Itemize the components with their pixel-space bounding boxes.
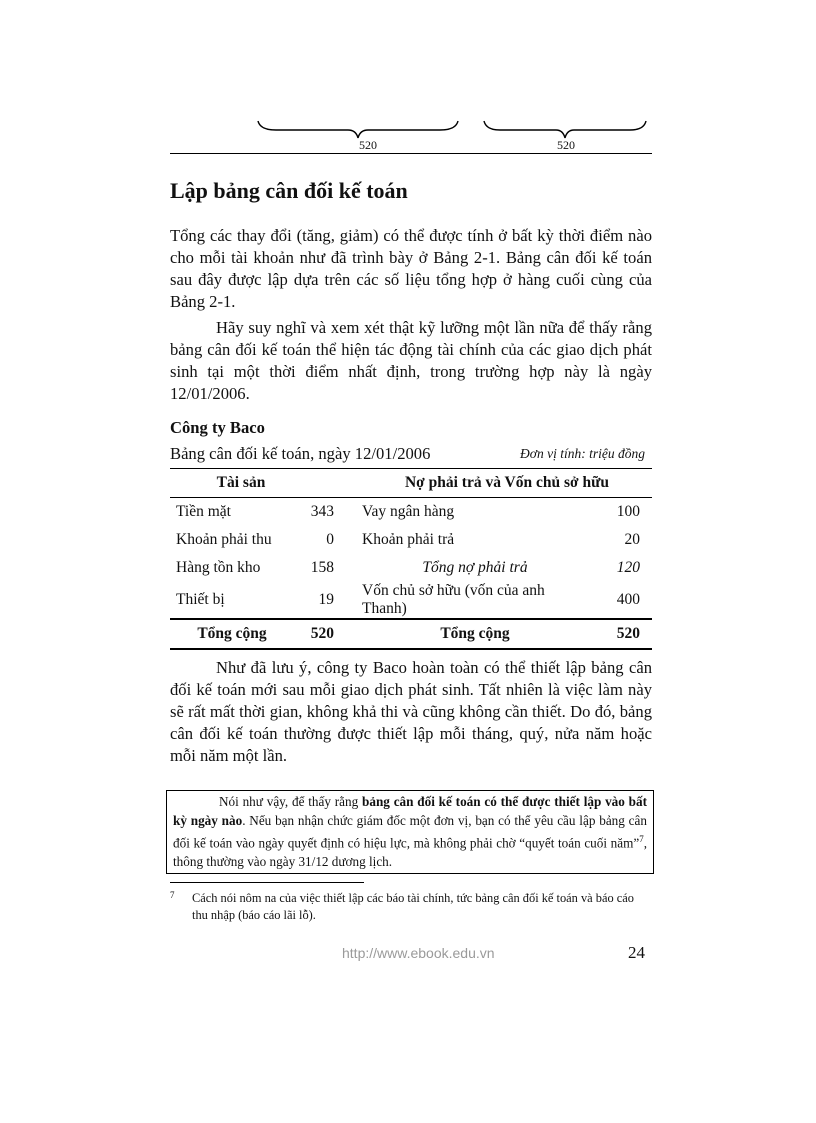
asset-name: Khoản phải thu: [176, 531, 272, 548]
liability-name: Khoản phải trả: [362, 531, 455, 548]
note-text-part2: . Nếu bạn nhận chức giám đốc một đơn vị, bạn có thể yêu cầu lập bảng cân đối kế toán vào ngày quyết định có hiệu lực, mà không phải chờ “quyết toán cuối năm”: [173, 812, 647, 851]
liability-value: 100: [616, 503, 640, 520]
total-liabilities-label: Tổng cộng: [342, 619, 588, 649]
header-assets: Tài sản: [170, 469, 342, 498]
table-title: Bảng cân đối kế toán, ngày 12/01/2006: [170, 444, 431, 463]
balance-sheet-table: [170, 468, 652, 650]
liability-name: Vốn chủ sở hữu (vốn của anh Thanh): [362, 582, 545, 617]
brace-right-label: 520: [557, 138, 575, 152]
note-text-part1: Nói như vậy, để thấy rằng: [219, 794, 363, 809]
total-liabilities-value: 520: [588, 619, 652, 649]
asset-value: 0: [326, 531, 334, 548]
liability-subtotal-value: 120: [616, 559, 640, 576]
asset-value: 158: [310, 559, 334, 576]
asset-name: Hàng tồn kho: [176, 559, 261, 576]
table-row: [170, 498, 652, 527]
liability-value: 400: [616, 591, 640, 608]
footnote-ref: 7: [639, 834, 644, 844]
footer-url: http://www.ebook.edu.vn: [342, 945, 495, 961]
note-text-part3: , thông thường vào ngày 31/12 dương lịch.: [173, 835, 647, 869]
asset-name: Thiết bị: [176, 591, 225, 608]
note-text: [173, 793, 647, 871]
footnote-mark: 7: [170, 890, 175, 900]
table-total-row: [170, 619, 652, 649]
table-row: [170, 582, 652, 619]
footnote-text: Cách nói nôm na của việc thiết lập các báo tài chính, tức bảng cân đối kế toán và báo cáo thu nhập (báo cáo lãi lỗ).: [192, 891, 634, 922]
note-text-bold: bảng cân đối kế toán có thể được thiết lập vào bất kỳ ngày nào: [173, 794, 647, 828]
note-box: [166, 790, 654, 874]
unit-label: Đơn vị tính: triệu đồng: [520, 446, 645, 461]
liability-name: Vay ngân hàng: [362, 503, 455, 520]
asset-name: Tiền mặt: [176, 503, 231, 520]
table-row: [170, 526, 652, 554]
total-assets-label: Tổng cộng: [170, 619, 288, 649]
page-number: 24: [628, 943, 645, 962]
footnote-rule: [170, 882, 364, 883]
asset-value: 19: [318, 591, 334, 608]
liability-value: 20: [624, 531, 640, 548]
paragraph-1: Tổng các thay đổi (tăng, giảm) có thể được tính ở bất kỳ thời điểm nào cho mỗi tài khoản như đã trình bày ở Bảng 2-1. Bảng cân đối kế toán sau đây được lập dựa trên các số liệu tổng hợp ở hàng cuối cùng của Bảng 2-1.: [170, 226, 652, 311]
paragraph-3: Như đã lưu ý, công ty Baco hoàn toàn có thể thiết lập bảng cân đối kế toán mới sau mỗi giao dịch phát sinh. Tất nhiên là việc làm này sẽ rất mất thời gian, không khả thi và cũng không cần thiết. Do đó, bảng cân đối kế toán thường được thiết lập mỗi tháng, quý, nửa năm hoặc mỗi năm một lần.: [170, 658, 652, 765]
company-name: Công ty Baco: [170, 418, 265, 437]
header-liabilities: Nợ phải trả và Vốn chủ sở hữu: [342, 469, 652, 498]
footnote: [170, 890, 652, 924]
top-rule: [170, 153, 652, 154]
asset-value: 343: [310, 503, 334, 520]
section-heading: Lập bảng cân đối kế toán: [170, 178, 408, 203]
total-assets-value: 520: [288, 619, 342, 649]
brace-left-label: 520: [359, 138, 377, 152]
liability-subtotal-label: Tổng nợ phải trả: [422, 559, 528, 576]
paragraph-2: Hãy suy nghĩ và xem xét thật kỹ lưỡng một lần nữa để thấy rằng bảng cân đối kế toán thể hiện tác động tài chính của các giao dịch phát sinh tại một thời điểm nhất định, trong trường hợp này là ngày 12/01/2006.: [170, 318, 652, 403]
table-header-row: [170, 469, 652, 498]
table-row: [170, 554, 652, 582]
